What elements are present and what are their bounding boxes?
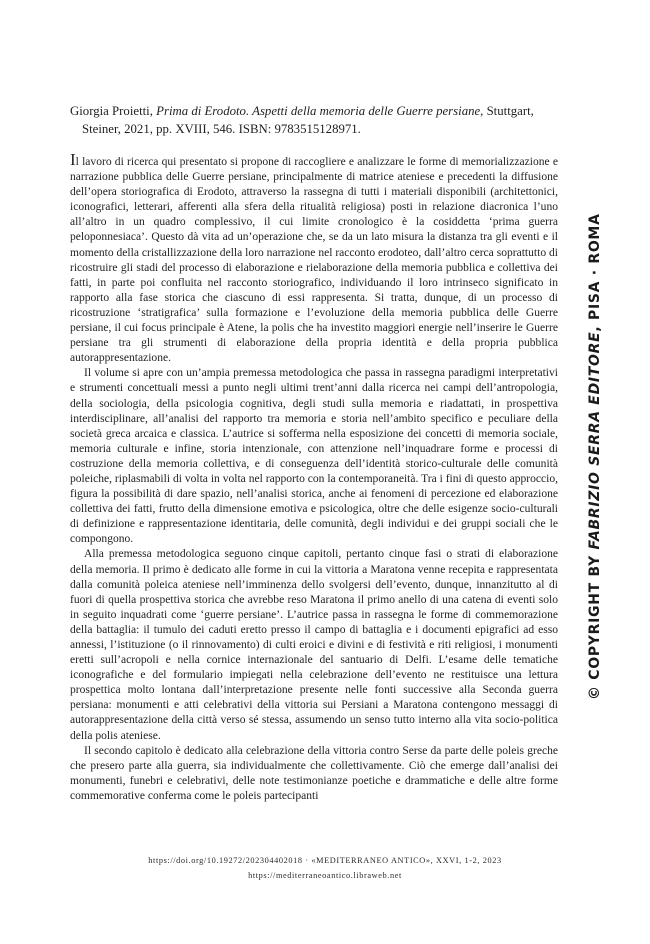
book-citation <box>70 102 558 138</box>
book-review <box>70 102 558 804</box>
paragraph-1: Il lavoro di ricerca qui presentato si propone di raccogliere e analizzare le forme di memorializzazione e narrazione pubblica delle Guerre persiane, principalmente di matrice ateniese e precedenti la diffusione dell’opera storiografica di Erodoto, attraverso la rassegna di tutti i materiali disponibili (architettonici, iconografici, letterari, afferenti alla sfera della ritualità religiosa) posti in relazione diacronica l’uno all’altro in un quadro complessivo, il cui limite cronologico è la cosiddetta ‘prima guerra peloponnesiaca’. Questo dà vita ad un’operazione che, se da un lato misura la distanza tra gli eventi e il momento della cristallizzazione della loro narrazione nel racconto erodoteo, dall’altro cerca soprattutto di ricostruire gli stadi del processo di elaborazione e rielaborazione della memoria pubblica e collettiva dei fatti, in parte poi confluita nel racconto storiografico, individuando il loro intrinseco significato in rapporto alla fase storica che ciascuno di essi rappresenta. Si tratta, dunque, di un processo di ricostruzione ‘stratigrafica’ sulla formazione e l’evoluzione della memoria pubblica delle Guerre persiane, il cui focus principale è Atene, la polis che ha investito maggiori energie nell’inserire le Guerre persiane tra gli strumenti di elaborazione della propria identità e della propria pubblica autorappresentazione. <box>70 150 558 365</box>
citation-author: Giorgia Proietti, <box>70 104 157 118</box>
copyright-suffix: , PISA · ROMA <box>587 213 603 332</box>
footer-web-line: https://mediterraneoantico.libraweb.net <box>248 871 402 880</box>
footer-doi-line: https://doi.org/10.19272/202304402018 · «MEDITERRANEO ANTICO», XXVI, 1-2, 2023 <box>148 856 502 865</box>
copyright-publisher: FABRIZIO SERRA EDITORE <box>587 331 603 550</box>
review-body <box>70 152 558 804</box>
copyright-notice <box>587 213 603 700</box>
citation-title: Prima di Erodoto. Aspetti della memoria delle Guerre persiane <box>156 104 481 118</box>
paragraph-4: Il secondo capitolo è dedicato alla celebrazione della vittoria contro Serse da parte delle poleis greche che presero parte alla guerra, sia individualmente che collettivamente. Ciò che emerge dall’analisi dei monumenti, funebri e celebrativi, delle note testimonianze poetiche e drammatiche e delle altre forme commemorative conferma come le poleis partecipanti <box>70 744 558 802</box>
paragraph-3: Alla premessa metodologica seguono cinque capitoli, pertanto cinque fasi o strati di elaborazione della memoria. Il primo è dedicato alle forme in cui la vittoria a Maratona venne recepita e rappresentata dalla comunità poleica ateniese nell’imminenza dello svolgersi dell’evento, dunque, innanzitutto al di fuori di quella prospettiva storica che avrebbe reso Maratona il primo anello di una catena di eventi solo in seguito inquadrati come ‘guerre persiane’. L’autrice passa in rassegna le forme di commemorazione della battaglia: il tumulo dei caduti eretto presso il campo di battaglia e i documenti epigrafici ad esso annessi, l’istituzione (o il rinnovamento) di culti eroici e divini e di festività e riti religiosi, i monumenti eretti sull’acropoli e nella cornice internazionale del santuario di Delfi. L’esame delle tematiche iconografiche e del formulario impiegati nella celebrazione dell’evento ne restituisce una lettura prospettica molto lontana dall’interpretazione presente nelle fonti successive alla Seconda guerra persiana: monumenti e atti celebrativi della vittoria sui Persiani a Maratona contengono messaggi di autorappresentazione della città verso sé stessa, assumendo un senso tutto interno alla vita socio-politica della polis ateniese. <box>70 548 558 742</box>
paragraph-2: Il volume si apre con un’ampia premessa metodologica che passa in rassegna paradigmi interpretativi e strumenti concettuali messi a punto negli ultimi trent’anni dalla ricerca nei campi dell’antropologia, della sociologia, della psicologia cognitiva, degli studi sulla memoria e riadattati, in prospettiva interdisciplinare, all’analisi del rapporto tra memoria e storia nell’ambito specifico e peculiare della società greca arcaica e classica. L’autrice si sofferma nella esposizione dei concetti di memoria sociale, memoria culturale e infine, storia intenzionale, con attenzione nell’inquadrare forme e processi di costruzione della memoria collettiva, e di conseguenza dell’identità storico-culturale delle comunità poleiche, riplasmabili di volta in volta nel rapporto con la contemporaneità. Tra i fini di questo approccio, figura la possibilità di dare spazio, nell’analisi storica, anche ai fenomeni di percezione ed elaborazione collettiva dei fatti, frutto della dimensione emotiva e psicologica, oltre che delle esigenze socio-culturali di definizione e rappresentazione identitaria, delle comunità, degli individui e dei gruppi sociali che le compongono. <box>70 367 558 546</box>
copyright-prefix: © COPYRIGHT BY <box>587 549 603 700</box>
citation-publication: , Stuttgart, Steiner, 2021, pp. XVIII, 546. ISBN: 9783515128971. <box>82 104 534 136</box>
